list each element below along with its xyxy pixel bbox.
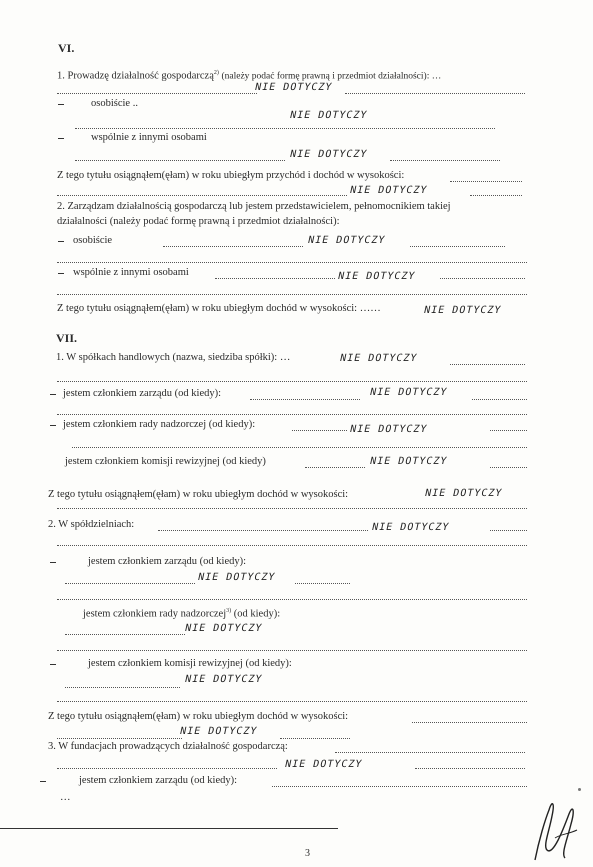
- handwritten-not-applicable: NIE DOTYCZY: [370, 522, 451, 533]
- handwritten-not-applicable: NIE DOTYCZY: [283, 759, 364, 770]
- handwritten-not-applicable: NIE DOTYCZY: [178, 726, 259, 737]
- handwritten-not-applicable: NIE DOTYCZY: [338, 353, 419, 364]
- vii-komisja2-label: jestem członkiem komisji rewizyjnej (od kiedy):: [88, 658, 292, 669]
- vii-item1-text: 1. W spółkach handlowych (nazwa, siedziba spółki): …: [56, 352, 291, 363]
- vi-wspolnie2-label: wspólnie z innymi osobami: [73, 267, 189, 278]
- handwritten-not-applicable: NIE DOTYCZY: [196, 572, 277, 583]
- handwritten-not-applicable: NIE DOTYCZY: [306, 235, 387, 246]
- footnote-separator: [0, 828, 338, 829]
- handwritten-not-applicable: NIE DOTYCZY: [348, 185, 429, 196]
- vii-rada-label: jestem członkiem rady nadzorczej (od kiedy):: [63, 419, 256, 430]
- vi-item2-line2: działalności (należy podać formę prawną i przedmiot działalności):: [57, 216, 340, 227]
- vi-income1-text: Z tego tytułu osiągnąłem(ęłam) w roku ubiegłym przychód i dochód w wysokości:: [57, 170, 405, 181]
- vi-osobiscie-label: osobiście ..: [91, 98, 138, 109]
- handwritten-not-applicable: NIE DOTYCZY: [368, 387, 449, 398]
- margin-mark: [578, 788, 581, 791]
- vii-zarzad2-label: jestem członkiem zarządu (od kiedy):: [88, 556, 247, 567]
- vii-trailing-ellipsis: …: [60, 792, 71, 803]
- handwritten-signature: [525, 780, 585, 865]
- vii-income1-text: Z tego tytułu osiągnąłem(ęłam) w roku ubiegłym dochód w wysokości:: [48, 489, 349, 500]
- handwritten-not-applicable: NIE DOTYCZY: [183, 674, 264, 685]
- vi-item1-text: 1. Prowadzę działalność gospodarczą$^{2)}$ (należy podać formę prawną i przedmiot działalności): …: [57, 70, 442, 82]
- vii-item3-text: 3. W fundacjach prowadzących działalność gospodarczą:: [48, 741, 288, 752]
- handwritten-not-applicable: NIE DOTYCZY: [336, 271, 417, 282]
- handwritten-not-applicable: NIE DOTYCZY: [288, 110, 369, 121]
- handwritten-not-applicable: NIE DOTYCZY: [423, 488, 504, 499]
- vii-zarzad3-label: jestem członkiem zarządu (od kiedy):: [79, 775, 238, 786]
- handwritten-not-applicable: NIE DOTYCZY: [253, 82, 334, 93]
- vi-item2-line1: 2. Zarządzam działalnością gospodarczą lub jestem przedstawicielem, pełnomocnikiem takiej: [57, 201, 451, 212]
- vii-item2-text: 2. W spółdzielniach:: [48, 519, 135, 530]
- vii-income2-text: Z tego tytułu osiągnąłem(ęłam) w roku ubiegłym dochód w wysokości:: [48, 711, 349, 722]
- vi-income2-text: Z tego tytułu osiągnąłem(ęłam) w roku ubiegłym dochód w wysokości: ……: [57, 303, 381, 314]
- handwritten-not-applicable: NIE DOTYCZY: [348, 424, 429, 435]
- vii-komisja-label: jestem członkiem komisji rewizyjnej (od kiedy): [65, 456, 266, 467]
- vi-wspolnie-label: wspólnie z innymi osobami: [91, 132, 207, 143]
- handwritten-not-applicable: NIE DOTYCZY: [422, 305, 503, 316]
- vii-rada2-label: jestem członkiem rady nadzorczej$^{3)}$ (od kiedy):: [83, 608, 281, 620]
- section-vii-heading: VII.: [56, 331, 78, 345]
- vi-osobiscie2-label: osobiście: [73, 235, 113, 246]
- handwritten-not-applicable: NIE DOTYCZY: [288, 149, 369, 160]
- page-number: 3: [305, 848, 310, 859]
- handwritten-not-applicable: NIE DOTYCZY: [183, 623, 264, 634]
- vii-zarzad-label: jestem członkiem zarządu (od kiedy):: [63, 388, 222, 399]
- section-vi-heading: VI.: [58, 41, 75, 55]
- handwritten-not-applicable: NIE DOTYCZY: [368, 456, 449, 467]
